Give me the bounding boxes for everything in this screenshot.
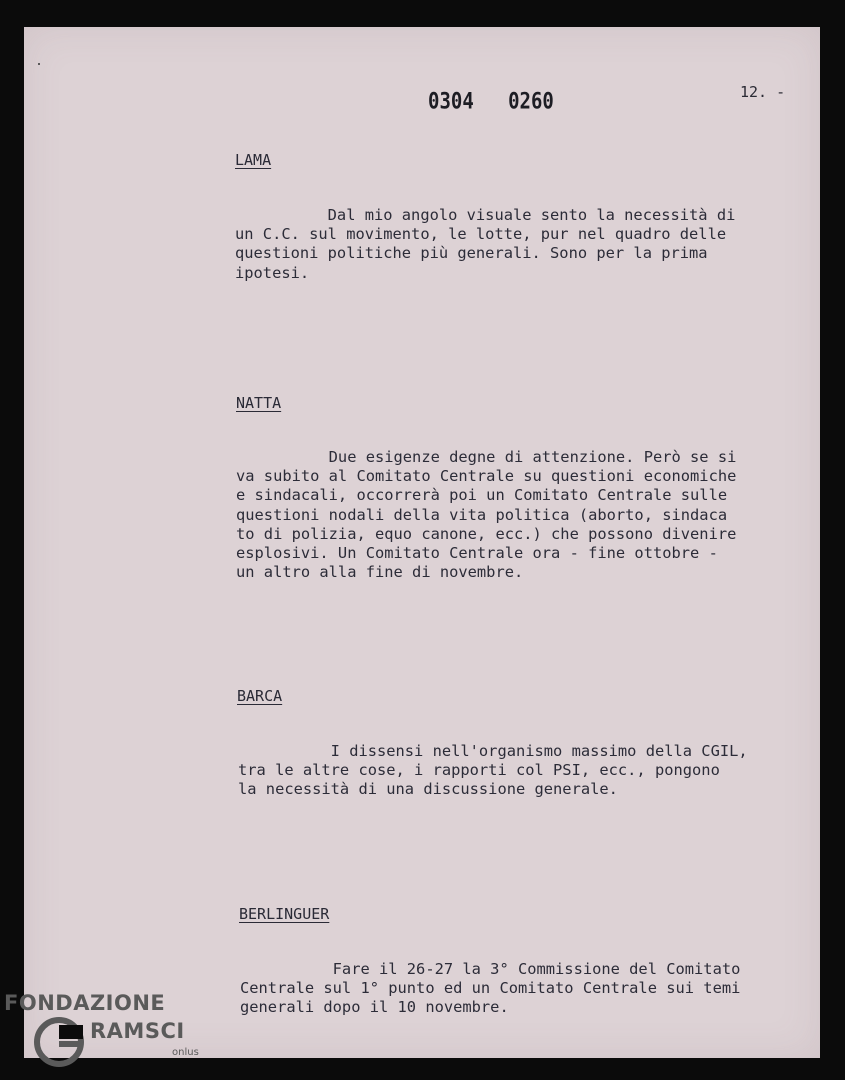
watermark-line2: RAMSCI <box>90 1019 185 1043</box>
paragraph-line: questioni politiche più generali. Sono per la prima <box>235 244 708 263</box>
watermark-suffix: onlus <box>172 1047 199 1058</box>
paragraph-line: Fare il 26-27 la 3° Commissione del Comitato <box>240 960 741 978</box>
paragraph-line: to di polizia, equo canone, ecc.) che possono divenire <box>236 524 737 543</box>
gramsci-g-logo-icon <box>32 1015 86 1069</box>
speaker-heading-lama: LAMA <box>235 151 272 169</box>
speaker-paragraph-lama <box>235 206 735 283</box>
page-number: 12. - <box>740 83 786 101</box>
paragraph-line: ipotesi. <box>235 263 310 282</box>
paragraph-line: e sindacali, occorrerà poi un Comitato Centrale sulle <box>236 486 728 505</box>
speaker-heading-natta: NATTA <box>236 394 282 412</box>
speaker-paragraph-berlinguer <box>240 960 740 1018</box>
paragraph-line: generali dopo il 10 novembre. <box>240 998 509 1017</box>
speaker-paragraph-barca <box>238 742 748 800</box>
paragraph-line: I dissensi nell'organismo massimo della CGIL, <box>238 742 748 760</box>
paragraph-line: tra le altre cose, i rapporti col PSI, ecc., pongono <box>238 761 720 780</box>
speaker-heading-barca: BARCA <box>237 687 283 705</box>
paragraph-line: va subito al Comitato Centrale su questioni economiche <box>236 467 737 486</box>
speaker-paragraph-natta <box>236 448 736 582</box>
document-page <box>24 27 820 1058</box>
paragraph-line: Due esigenze degne di attenzione. Però se si <box>236 448 737 466</box>
paragraph-line: esplosivi. Un Comitato Centrale ora - fine ottobre - <box>236 544 718 563</box>
watermark-line1: FONDAZIONE <box>4 991 166 1015</box>
paragraph-line: questioni nodali della vita politica (aborto, sindaca <box>236 505 728 524</box>
ink-speck <box>38 63 40 65</box>
paragraph-line: la necessità di una discussione generale. <box>238 780 618 799</box>
paragraph-line: un C.C. sul movimento, le lotte, pur nel quadro delle <box>235 225 727 244</box>
paragraph-line: un altro alla fine di novembre. <box>236 563 524 582</box>
speaker-heading-berlinguer: BERLINGUER <box>239 905 330 923</box>
document-number: 0304 0260 <box>428 89 554 115</box>
paragraph-line: Dal mio angolo visuale sento la necessità di <box>235 206 736 224</box>
paragraph-line: Centrale sul 1° punto ed un Comitato Centrale sui temi <box>240 979 741 998</box>
fondazione-gramsci-watermark <box>0 985 220 1080</box>
